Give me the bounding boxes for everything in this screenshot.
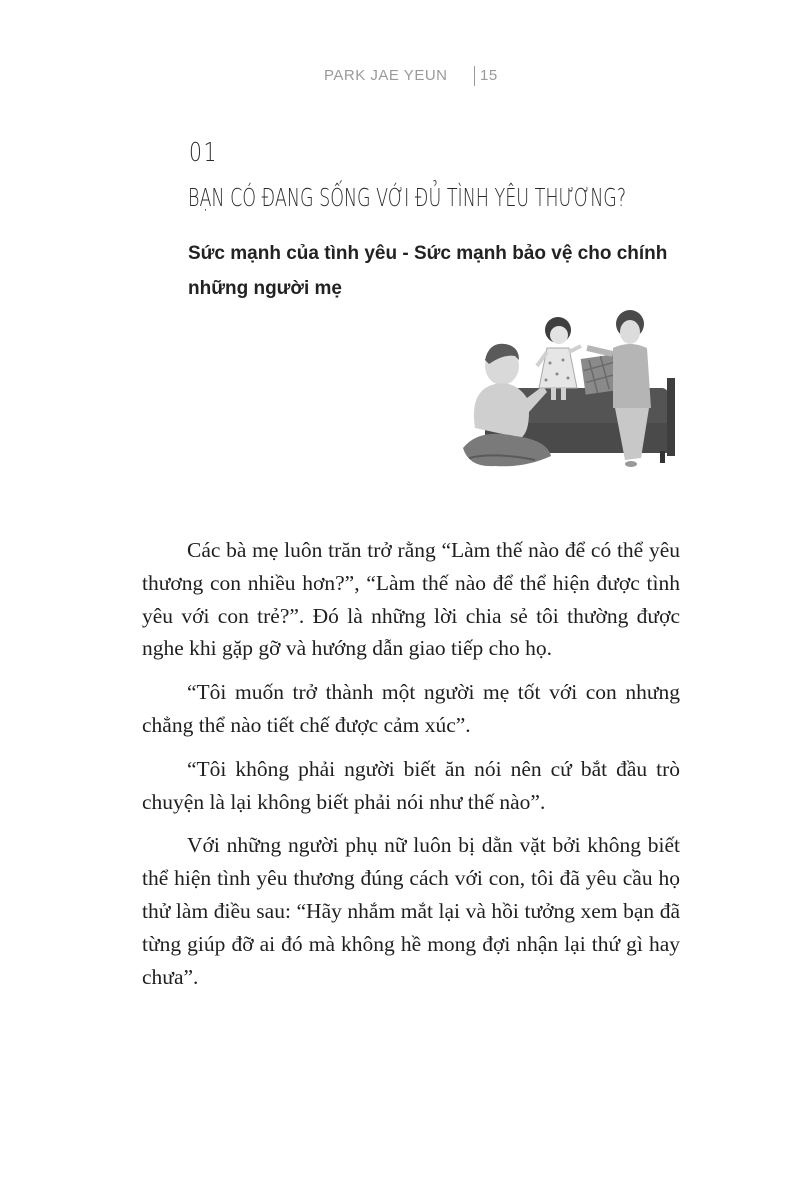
chapter-title: BẠN CÓ ĐANG SỐNG VỚI ĐỦ TÌNH YÊU THƯƠNG? — [188, 183, 627, 212]
chapter-subtitle: Sức mạnh của tình yêu - Sức mạnh bảo vệ cho chính những người mẹ — [188, 243, 668, 299]
paragraph: “Tôi muốn trở thành một người mẹ tốt với con nhưng chẳng thể nào tiết chế được cảm xúc”. — [142, 680, 680, 737]
page-number: 15 — [480, 67, 498, 84]
paragraph: “Tôi không phải người biết ăn nói nên cứ bắt đầu trò chuyện là lại không biết phải nói như thế nào”. — [142, 756, 680, 814]
paragraph: Các bà mẹ luôn trăn trở rằng “Làm thế nào để có thể yêu thương con nhiều hơn?”, “Làm thế nào để thể hiện được tình yêu với con trẻ?”. Đó là những lời chia sẻ tôi thường được nghe khi gặp gỡ và hướng dẫn giao tiếp cho họ. — [142, 538, 680, 661]
body-text — [142, 534, 680, 1004]
header-divider — [474, 66, 475, 86]
chapter-number: 01 — [189, 138, 218, 168]
child-figure — [537, 317, 581, 400]
sofa-leg — [660, 451, 665, 463]
paragraph: Với những người phụ nữ luôn bị dằn vặt bởi không biết thể hiện tình yêu thương đúng cách với con, tôi đã yêu cầu họ thử làm điều sau: “Hãy nhắm mắt lại và hồi tưởng xem bạn đã từng giúp đỡ ai đó mà không hề mong đợi nhận lại thứ gì hay chưa”. — [142, 833, 680, 989]
family-on-sofa-illustration — [455, 308, 685, 478]
sofa-arm — [667, 378, 675, 456]
running-header-author: PARK JAE YEUN — [324, 67, 448, 84]
running-header — [0, 67, 805, 89]
